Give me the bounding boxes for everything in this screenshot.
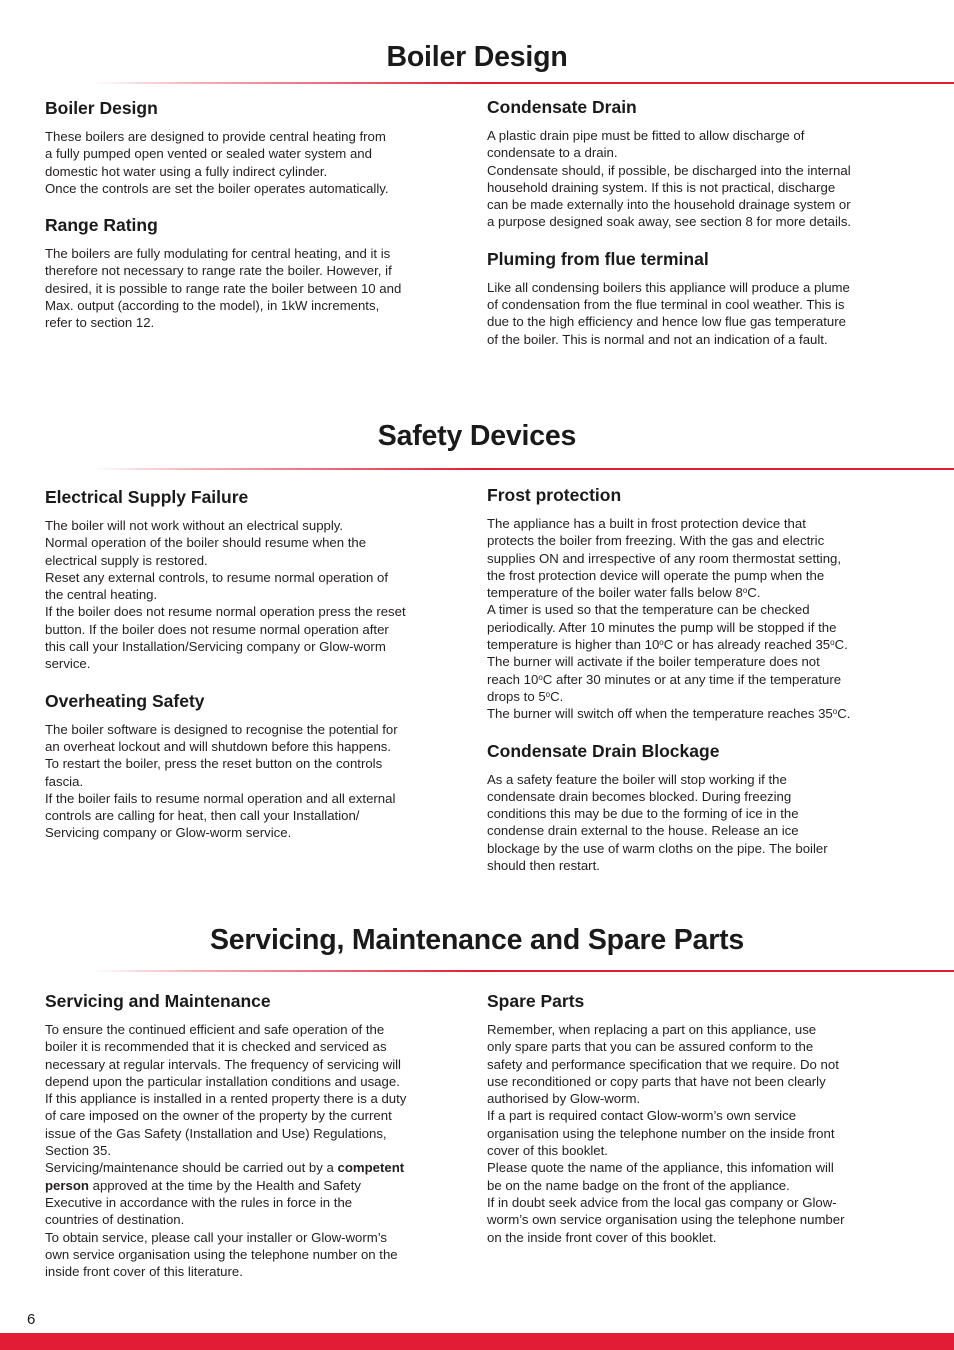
section-title-safety-devices: Safety Devices (377, 420, 577, 452)
boiler-design-left-column (45, 97, 445, 349)
heading-condensate-drain: Condensate Drain (487, 97, 637, 117)
section-divider (92, 468, 954, 470)
servicing-and-maintenance-text: To ensure the continued efficient and safe operation of the boiler it is recommended that it is checked and serviced as necessary at regular intervals. The frequency of servicing will depend upon the particular installation conditions and usage. If this appliance is installed in a rented property there is a duty of care imposed on the owner of the property by the current issue of the Gas Safety (Installation and Use) Regulations, Section 35. Servicing/maintenance should be carried out by a competent person approved at the time by the Health and Safety Executive in accordance with the rules in force in the countries of destination. To obtain service, please call your installer or Glow-worm’s own service organisation using the telephone number on the inside front cover of this literature. (45, 1022, 407, 1280)
heading-electrical-supply-failure: Electrical Supply Failure (45, 487, 249, 507)
safety-devices-right-column (487, 484, 887, 891)
condensate-drain-text: A plastic drain pipe must be fitted to allow discharge of condensate to a drain. Condensate should, if possible, be discharged into the internal household draining system. If this is not practical, discharge can be made externally into the household drainage system or a purpose designed soak away, see section 8 for more details. (487, 128, 852, 230)
section-title-boiler-design: Boiler Design (386, 41, 568, 73)
condensate-drain-block (487, 96, 887, 231)
section-divider (92, 82, 954, 84)
frost-protection-text: The appliance has a built in frost protection device that protects the boiler from freezing. With the gas and electric supplies ON and irrespective of any room thermostat setting, the frost protection device will operate the pump when the temperature of the boiler water falls below 8$^o$C. A timer is used so that the temperature can be checked periodically. After 10 minutes the pump will be stopped if the temperature is higher than 10$^o$C or has already reached 35$^o$C. The burner will activate if the boiler temperature does not reach 10$^o$C after 30 minutes or at any time if the temperature drops to 5$^o$C. The burner will switch off when the temperature reaches 35$^o$C. (487, 516, 851, 722)
heading-servicing-and-maintenance: Servicing and Maintenance (45, 991, 271, 1011)
electrical-supply-failure-block (45, 486, 445, 673)
frost-protection-block (487, 484, 887, 723)
condensate-drain-blockage-block (487, 740, 887, 875)
pluming-block (487, 248, 887, 348)
person-emphasis: person (45, 1177, 89, 1193)
boiler-design-block (45, 97, 445, 197)
heading-condensate-drain-blockage: Condensate Drain Blockage (487, 740, 720, 761)
spare-parts-text: Remember, when replacing a part on this appliance, use only spare parts that you can be assured conform to the safety and performance specification that we require. Do not use reconditioned or copy parts that have not been clearly authorised by Glow-worm. If a part is required contact Glow-worm’s own service organisation using the telephone number on the inside front cover of this booklet. Please quote the name of the appliance, this infomation will be on the name badge on the front of the appliance. If in doubt seek advice from the local gas company or Glow- worm’s own service organisation using the telephone number on the inside front cover of this booklet. (487, 1022, 845, 1245)
range-rating-text: The boilers are fully modulating for central heating, and it is therefore not necessary to range rate the boiler. However, if desired, it is possible to range rate the boiler between 10 and Max. output (according to the model), in 1kW increments, refer to section 12. (45, 246, 402, 331)
servicing-and-maintenance-block (45, 990, 445, 1280)
page-number: 6 (27, 1311, 36, 1328)
section-divider (92, 970, 954, 972)
condensate-drain-blockage-text: As a safety feature the boiler will stop working if the condensate drain becomes blocked. During freezing conditions this may be due to the forming of ice in the condense drain external to the house. Release an ice blockage by the use of warm cloths on the pipe. The boiler should then restart. (487, 771, 828, 874)
spare-parts-block (487, 990, 887, 1246)
heading-spare-parts: Spare Parts (487, 991, 585, 1011)
competent-emphasis: competent (337, 1160, 405, 1176)
servicing-right-column (487, 990, 887, 1263)
heading-range-rating: Range Rating (45, 215, 158, 236)
electrical-supply-failure-text: The boiler will not work without an electrical supply. Normal operation of the boiler should resume when the electrical supply is restored. Reset any external controls, to resume normal operation of the central heating. If the boiler does not resume normal operation press the reset button. If the boiler does not resume normal operation after this call your Installation/Servicing company or Glow-worm service. (45, 518, 406, 672)
section-title-servicing: Servicing, Maintenance and Spare Parts (209, 924, 745, 956)
heading-boiler-design: Boiler Design (45, 98, 158, 118)
safety-devices-left-column (45, 486, 445, 859)
boiler-design-right-column (487, 96, 887, 365)
overheating-safety-text: The boiler software is designed to recognise the potential for an overheat lockout and will shutdown before this happens. To restart the boiler, press the reset button on the controls fascia. If the boiler fails to resume normal operation and all external controls are calling for heat, then call your Installation/ Servicing company or Glow-worm service. (45, 721, 398, 841)
pluming-text: Like all condensing boilers this appliance will produce a plume of condensation from the flue terminal in cool weather. This is due to the high efficiency and hence low flue gas temperature of the boiler. This is normal and not an indication of a fault. (487, 279, 850, 347)
range-rating-block (45, 214, 445, 331)
heading-overheating-safety: Overheating Safety (45, 690, 205, 711)
heading-frost-protection: Frost protection (487, 485, 622, 505)
boiler-design-text: These boilers are designed to provide central heating from a fully pumped open vented or sealed water system and domestic hot water using a fully indirect cylinder. Once the controls are set the boiler operates automatically. (45, 129, 389, 196)
footer-accent-bar (0, 1333, 954, 1350)
heading-pluming: Pluming from flue terminal (487, 248, 709, 269)
servicing-left-column (45, 990, 445, 1297)
overheating-safety-block (45, 690, 445, 842)
